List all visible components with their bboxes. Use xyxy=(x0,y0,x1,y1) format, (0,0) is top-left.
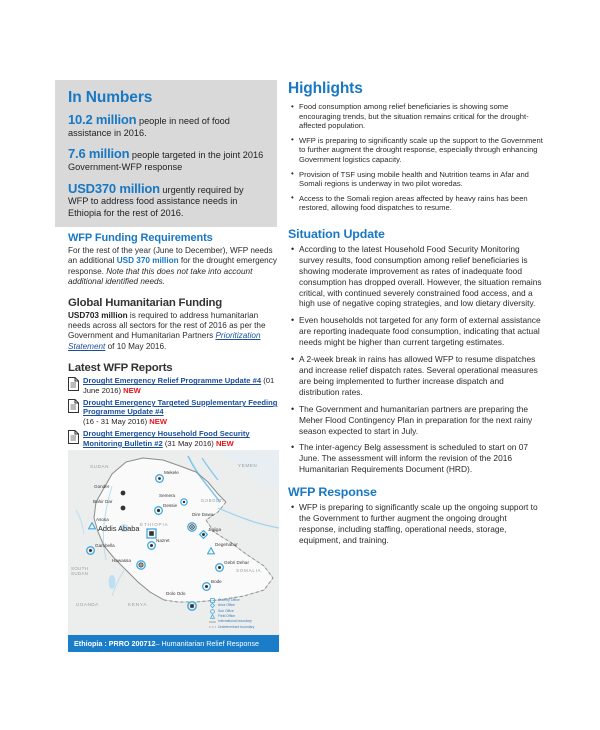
map-city-label: Mekele xyxy=(164,470,179,475)
map-caption-title: Ethiopia : PRRO 200712 xyxy=(74,639,156,648)
reports-heading: Latest WFP Reports xyxy=(68,362,173,375)
map-city-label: Nazret xyxy=(156,538,170,543)
map-marker-sub-office xyxy=(202,578,211,596)
in-numbers-item xyxy=(68,148,265,173)
funding-heading: WFP Funding Requirements xyxy=(68,232,213,244)
latest-reports-section xyxy=(68,362,279,448)
legend-label: Sub Office xyxy=(218,608,234,613)
wfp-response-list xyxy=(288,502,543,546)
highlight-bullet: • Food consumption among relief beneficiaries is showing some encouraging trends, but the situation remains critical for the drought-affected population. xyxy=(299,102,543,131)
legend-label: Country Office xyxy=(218,597,240,602)
map-country-label: SOMALIA xyxy=(236,568,262,573)
map-country-label: ETHIOPIA xyxy=(140,522,169,527)
list-item[interactable] xyxy=(68,429,279,448)
international-boundary-icon xyxy=(209,619,216,624)
report-date: (31 May 2016) xyxy=(164,438,214,448)
in-numbers-value: USD370 million xyxy=(68,180,160,196)
sub-office-icon xyxy=(209,609,216,614)
map-city-label: Semera xyxy=(159,493,176,498)
map-city-label: Bahir Dar xyxy=(93,499,113,504)
highlight-bullet: • Provision of TSF using mobile health and Nutrition teams in Afar and Somali regions is underway in two pilot woredas. xyxy=(299,170,543,189)
list-item[interactable] xyxy=(68,398,279,426)
report-date: (01 June 2016) xyxy=(83,376,275,395)
in-numbers-value: 10.2 million xyxy=(68,112,137,127)
map-legend xyxy=(209,598,277,630)
in-numbers-item xyxy=(68,114,265,139)
map-marker-sub-office xyxy=(86,542,95,560)
map-city-label: Gonder xyxy=(94,484,110,489)
map-city-label: Gambella xyxy=(95,543,115,548)
map-marker-sub-office xyxy=(187,598,197,616)
map-caption-subtitle: – Humanitarian Relief Response xyxy=(155,639,259,648)
situation-update-heading: Situation Update xyxy=(288,226,385,241)
map-city-label: Bode xyxy=(211,579,222,584)
map-marker-field-office xyxy=(207,542,215,560)
legend-label: International boundary xyxy=(218,619,252,624)
report-title-link[interactable]: Drought Emergency Relief Programme Update #4 xyxy=(83,376,262,386)
response-bullet: • WFP is preparing to significantly scale up the ongoing support to the Government to further augment the ongoing drought response, including staffing, operational needs, storage, equipment, and training. xyxy=(299,502,543,546)
global-funding-heading: Global Humanitarian Funding xyxy=(68,296,223,309)
in-numbers-text: people in need of food assistance in 2016. xyxy=(68,116,230,138)
legend-label: Field Office xyxy=(218,613,236,618)
map-marker-sub-office xyxy=(136,557,146,575)
map-city-label: Dire Dawa xyxy=(192,512,214,517)
map-country-label: KENYA xyxy=(128,602,148,607)
map-marker-field-office xyxy=(88,517,96,535)
map-city-label: Degehabur xyxy=(215,542,238,547)
global-funding-text-pre: is required to address humanitarian needs across all sectors for the rest of 2016 as per the Government and Humanitarian Partners xyxy=(68,310,266,341)
report-entry xyxy=(83,398,279,426)
funding-text-mid: for the drought emergency response. xyxy=(68,256,277,276)
document-icon xyxy=(68,399,79,413)
highlights-list xyxy=(288,102,543,213)
country-office-icon xyxy=(209,598,216,603)
map-city-label: Gebri Dehar xyxy=(224,560,250,565)
wfp-response-heading: WFP Response xyxy=(288,485,377,500)
document-icon xyxy=(68,430,79,444)
area-office-icon xyxy=(209,603,216,608)
map-country-label: DJIBOUTI xyxy=(201,498,225,503)
funding-note: Note that this does not take into account additional identified needs. xyxy=(68,266,253,287)
legend-item xyxy=(209,625,277,630)
map-marker-sub-office xyxy=(155,470,164,488)
report-entry xyxy=(83,376,279,395)
report-date: (16 - 31 May 2016) xyxy=(83,416,148,426)
situation-bullet: • Even households not targeted for any form of external assistance are reporting inadequate food consumption, indicating that actual needs might be higher than current targeting estimates. xyxy=(299,315,543,348)
map-city-label: Dolo Odo xyxy=(166,591,186,596)
right-column xyxy=(288,80,543,552)
map-marker-field-office xyxy=(120,498,126,516)
map-country-label: YEMEN xyxy=(238,463,258,468)
map-marker-sub-office xyxy=(215,559,224,577)
field-office-icon xyxy=(209,614,216,619)
map-country-label: UGANDA xyxy=(76,602,99,607)
left-column xyxy=(68,232,279,451)
situation-bullet: • The Government and humanitarian partners are preparing the Meher Flood Contingency Plan in preparation for the next rainy season expected to start in July. xyxy=(299,404,543,437)
map-caption xyxy=(68,635,279,652)
map-marker-sub-office xyxy=(154,502,163,520)
map-city-label: Hawassa xyxy=(112,558,131,563)
global-funding-paragraph xyxy=(68,311,279,353)
map-city-label: Jigjiga xyxy=(208,527,222,532)
situation-update-list xyxy=(288,244,543,475)
highlight-bullet: • Access to the Somali region areas affected by heavy rains has been restored, allowing food dispatches to resume. xyxy=(299,194,543,213)
funding-text-pre: For the rest of the year (June to December), WFP needs an additional xyxy=(68,246,273,266)
situation-bullet: • The inter-agency Belg assessment is scheduled to start on 07 June. The assessment will inform the revision of the 2016 Humanitarian Requirements Document (HRD). xyxy=(299,442,543,475)
map-marker-sub-office xyxy=(147,537,156,555)
map-country-label: SUDAN xyxy=(90,464,110,469)
document-icon xyxy=(68,377,79,391)
map-city-label: Dessie xyxy=(163,503,178,508)
map-city-label: Asosa xyxy=(96,517,109,522)
report-entry xyxy=(83,429,279,448)
situation-bullet: • A 2-week break in rains has allowed WFP to resume dispatches and increase relief dispatch rates. Several operational measures are being implemented to further increase dispatch and distribution rates. xyxy=(299,354,543,398)
undetermined-boundary-icon xyxy=(209,625,216,630)
global-funding-text-post: of 10 May 2016. xyxy=(105,341,167,351)
ethiopia-map xyxy=(68,450,279,652)
legend-label: Undetermined boundary xyxy=(218,624,255,629)
map-country-label: SOUTH SUDAN xyxy=(71,566,89,576)
map-marker-area-office xyxy=(180,493,188,511)
new-badge: NEW xyxy=(149,416,168,426)
highlight-bullet: • WFP is preparing to significantly scale up the support to the Government to further augment the drought response, especially through enhancing Government logistics capacity. xyxy=(299,136,543,165)
report-title-link[interactable]: Drought Emergency Targeted Supplementary Feeding Programme Update #4 xyxy=(83,398,278,417)
situation-bullet: • According to the latest Household Food Security Monitoring survey results, food consumption among relief beneficiaries is showing moderate improvement as rates of inadequate food consumption has dropped overall. However, the situation remains critical, with continued severely constrained food access, and a high use of negative coping strategies, and low dietary diversity. xyxy=(299,244,543,309)
in-numbers-panel xyxy=(55,80,277,227)
global-funding-amount: USD703 million xyxy=(68,310,128,320)
in-numbers-value: 7.6 million xyxy=(68,146,130,162)
map-city-label: Addis Ababa xyxy=(98,524,140,533)
prioritization-statement-link[interactable]: Prioritization Statement xyxy=(68,331,261,351)
in-numbers-text: urgently required by WFP to address food assistance needs in Ethiopia for the rest of 2016. xyxy=(68,184,244,218)
map-marker-sub-office xyxy=(187,519,197,537)
funding-amount: USD 370 million xyxy=(116,256,179,266)
in-numbers-text: people targeted in the joint 2016 Government-WFP response xyxy=(68,150,264,172)
list-item[interactable] xyxy=(68,376,279,395)
report-title-link[interactable]: Drought Emergency Household Food Security Monitoring Bulletin #2 xyxy=(83,429,250,448)
funding-paragraph xyxy=(68,246,279,288)
new-badge: NEW xyxy=(123,385,141,395)
in-numbers-item xyxy=(68,180,265,220)
legend-label: Area Office xyxy=(218,603,235,608)
highlights-heading: Highlights xyxy=(288,80,363,97)
in-numbers-heading: In Numbers xyxy=(68,89,153,106)
new-badge: NEW xyxy=(215,438,234,448)
